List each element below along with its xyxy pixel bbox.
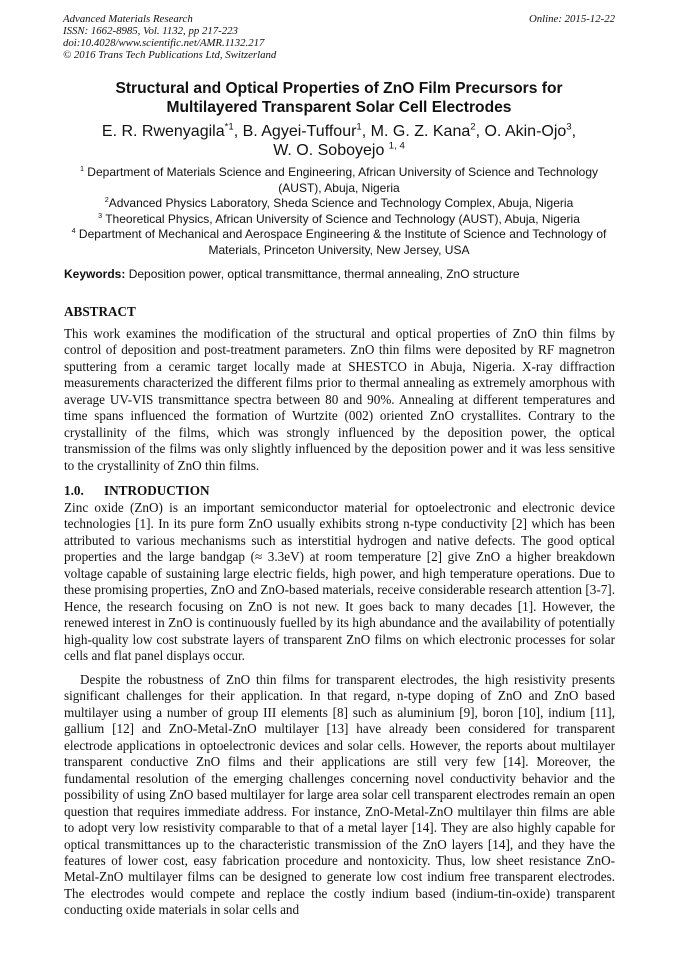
- author-name: B. Agyei-Tuffour: [242, 123, 357, 140]
- author-affil-marker: 1, 4: [388, 140, 405, 152]
- affiliation-4: [60, 227, 618, 258]
- abstract-heading: ABSTRACT: [64, 304, 136, 319]
- keywords-text: Deposition power, optical transmittance, thermal annealing, ZnO structure: [125, 267, 520, 281]
- author-separator: ,: [361, 123, 371, 140]
- author-separator: ,: [233, 123, 243, 140]
- keywords-label: Keywords:: [64, 267, 126, 281]
- intro-paragraph-2: Despite the robustness of ZnO thin films for transparent electrodes, the high resistivity presents significant challenges for their application. In that regard, n-type doping of ZnO and ZnO based multilayer using a number of group III elements [8] such as aluminium [9], boron [10], indium [11], gallium [12] and ZnO-Metal-ZnO multilayer [13] have already been considered for transparent electrode applications in optoelectronic devices and solar cells. However, the reports about multilayer transparent conductive ZnO films and their applications are still very few [14]. Moreover, the fundamental resolution of the emerging challenges concerning novel conductivity behavior and the possibility of using ZnO based multilayer for large area solar cell transparent electrodes remain an open question that requires immediate address. For instance, ZnO-Metal-ZnO multilayer thin films are able to adopt very low resistivity comparable to that of a metal layer [14]. They are also highly capable for optical transmittances up to the characteristic transmission of the ZnO layers [14], and they have the features of lower cost, easy fabrication procedure and nontoxicity. Thus, low sheet resistance ZnO-Metal-ZnO multilayer films can be designed to generate low cost indium free transparent electrodes. The electrodes would compete and replace the costly indium based (indium-tin-oxide) transparent conducting oxide materials in solar cells and: [64, 672, 615, 918]
- author-name: O. Akin-Ojo: [484, 123, 567, 140]
- affiliation-marker: 4: [71, 226, 76, 236]
- affiliation-1: [60, 165, 618, 196]
- author-list: [40, 122, 638, 160]
- author-affil-marker: 3: [566, 121, 572, 133]
- author-name: E. R. Rwenyagila: [101, 123, 225, 140]
- author-separator: ,: [475, 123, 485, 140]
- affiliation-3: [60, 212, 618, 228]
- affiliation-2: [60, 196, 618, 212]
- section-number: 1.0.: [64, 483, 84, 498]
- introduction-heading: [64, 483, 210, 499]
- issn-volume: ISSN: 1662-8985, Vol. 1132, pp 217-223: [63, 25, 238, 37]
- author-affil-marker: 2: [470, 121, 476, 133]
- keywords: [64, 267, 520, 282]
- affiliation-text: Department of Mechanical and Aerospace Engineering & the Institute of Science and Technology of Materials, Princeton University, New Jersey, USA: [75, 227, 607, 257]
- affiliations: [60, 165, 618, 259]
- affiliation-marker: 3: [98, 210, 103, 220]
- author-affil-marker: *1: [224, 121, 234, 133]
- affiliation-text: Advanced Physics Laboratory, Sheda Science and Technology Complex, Abuja, Nigeria: [108, 196, 574, 211]
- affiliation-marker: 2: [104, 195, 109, 205]
- intro-paragraph-1: Zinc oxide (ZnO) is an important semiconductor material for optoelectronic and electronic device technologies [1]. In its pure form ZnO usually exhibits strong n-type conductivity [2] which has been attributed to various mechanisms such as interstitial hydrogen and native defects. The good optical properties and the large bandgap (≈ 3.3eV) at room temperature [2] give ZnO a higher breakdown voltage capable of sustaining large electric fields, high power, and high temperature operations. Due to these promising properties, ZnO and ZnO-based materials, receive considerable research attention [3-7]. Hence, the research focusing on ZnO is not new. It goes back to many decades [1]. However, the renewed interest in ZnO is continuously fuelled by its high abundance and the availability of potentially high-quality low cost substrate layers of transparent ZnO films on which electronic processes for solar cells and flat panel displays occur.: [64, 500, 615, 664]
- affiliation-text: Department of Materials Science and Engineering, African University of Science and Technology (AUST), Abuja, Nigeria: [83, 165, 599, 195]
- journal-header: [63, 13, 276, 61]
- author-name: M. G. Z. Kana: [370, 123, 471, 140]
- affiliation-marker: 1: [79, 164, 84, 173]
- title-line-1: Structural and Optical Properties of ZnO Film Precursors for: [115, 80, 563, 97]
- author-name: W. O. Soboyejo: [273, 142, 389, 159]
- section-title: INTRODUCTION: [104, 483, 210, 498]
- author-separator: ,: [571, 123, 577, 140]
- copyright-line: © 2016 Trans Tech Publications Ltd, Switzerland: [63, 49, 277, 61]
- abstract-text: This work examines the modification of the structural and optical properties of ZnO thin films by control of deposition and post-treatment parameters. ZnO thin films were deposited by RF magnetron sputtering from a ceramic target locally made at SHESTCO in Abuja, Nigeria. X-ray diffraction measurements characterized the different films prior to thermal annealing as extremely amorphous with average UV-VIS transmittance spectra between 80 and 90%. Annealing at different temperatures and time spans influenced the formation of Wurtzite (002) oriented ZnO crystallites. Contrary to the crystallinity of the films, which was strongly influenced by the deposition power, the optical transmission of the films was only slightly influenced by the deposition power and it was less sensitive to the crystallinity of ZnO thin films.: [64, 326, 615, 473]
- online-date: Online: 2015-12-22: [528, 13, 615, 25]
- author-affil-marker: 1: [356, 121, 362, 133]
- title-line-2: Multilayered Transparent Solar Cell Electrodes: [166, 99, 512, 116]
- affiliation-text: Theoretical Physics, African University of Science and Technology (AUST), Abuja, Nigeria: [102, 211, 580, 226]
- paper-title: [60, 79, 618, 117]
- doi-line: doi:10.4028/www.scientific.net/AMR.1132.217: [63, 37, 265, 49]
- journal-name: Advanced Materials Research: [63, 13, 193, 25]
